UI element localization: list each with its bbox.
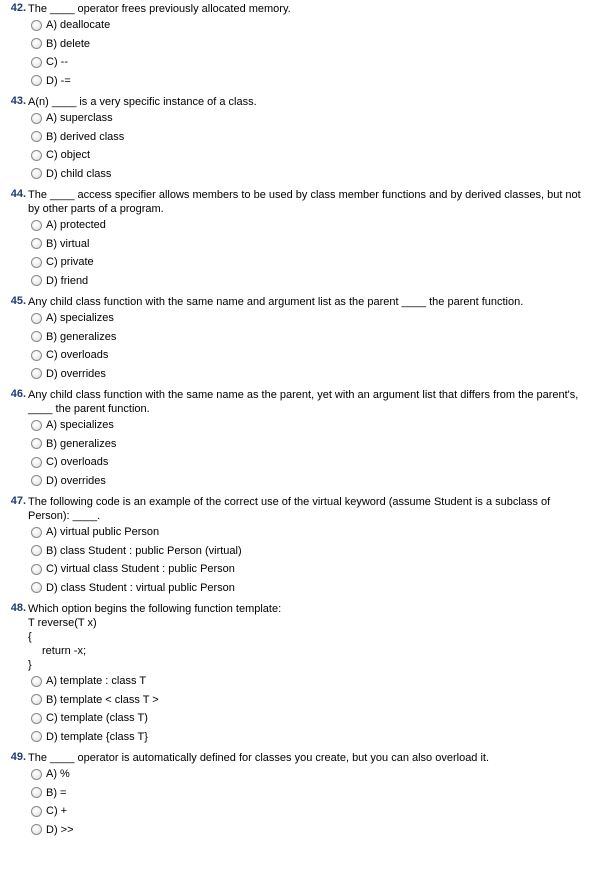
question-number: 44.: [10, 188, 26, 200]
answer-option[interactable]: [0, 216, 597, 235]
option-label: A) template : class T: [46, 675, 147, 688]
option-label: C) overloads: [46, 349, 109, 362]
answer-option[interactable]: [0, 235, 597, 254]
question-text: The following code is an example of the correct use of the virtual keyword (assume Student is a subclass of Person): ____.: [28, 496, 551, 522]
option-label: C) object: [46, 149, 91, 162]
question-text: Any child class function with the same name and argument list as the parent ____ the parent function.: [28, 296, 524, 308]
option-label: B) generalizes: [46, 330, 117, 343]
question-header: [0, 495, 597, 523]
radio-button-icon[interactable]: [31, 131, 42, 142]
option-label: A) specializes: [46, 312, 114, 325]
answer-option[interactable]: [0, 146, 597, 165]
question-45: [0, 295, 597, 388]
question-number: 45.: [10, 295, 26, 307]
radio-button-icon[interactable]: [31, 694, 42, 705]
radio-button-icon[interactable]: [31, 38, 42, 49]
radio-button-icon[interactable]: [31, 457, 42, 468]
option-label: C) overloads: [46, 456, 109, 469]
question-number: 49.: [10, 751, 26, 763]
radio-button-icon[interactable]: [31, 313, 42, 324]
question-number: 42.: [10, 2, 26, 14]
spacer: [0, 839, 597, 844]
question-number: 46.: [10, 388, 26, 400]
option-label: D) -=: [46, 74, 71, 87]
radio-button-icon[interactable]: [31, 238, 42, 249]
question-44: [0, 188, 597, 295]
option-label: B) generalizes: [46, 437, 117, 450]
radio-button-icon[interactable]: [31, 582, 42, 593]
option-label: D) >>: [46, 823, 74, 836]
radio-button-icon[interactable]: [31, 420, 42, 431]
answer-option[interactable]: [0, 709, 597, 728]
radio-button-icon[interactable]: [31, 113, 42, 124]
answer-option[interactable]: [0, 35, 597, 54]
option-label: D) overrides: [46, 367, 106, 380]
radio-button-icon[interactable]: [31, 275, 42, 286]
answer-option[interactable]: [0, 453, 597, 472]
option-label: B) derived class: [46, 130, 125, 143]
answer-option[interactable]: [0, 165, 597, 184]
radio-button-icon[interactable]: [31, 168, 42, 179]
radio-button-icon[interactable]: [31, 545, 42, 556]
radio-button-icon[interactable]: [31, 220, 42, 231]
radio-button-icon[interactable]: [31, 769, 42, 780]
option-label: B) =: [46, 786, 67, 799]
question-46: [0, 388, 597, 495]
question-49: [0, 751, 597, 844]
question-text: The ____ operator frees previously allocated memory.: [28, 3, 291, 15]
answer-option[interactable]: [0, 253, 597, 272]
option-label: C) virtual class Student : public Person: [46, 563, 235, 576]
option-label: B) delete: [46, 37, 91, 50]
answer-option[interactable]: [0, 579, 597, 598]
option-label: B) template < class T >: [46, 693, 159, 706]
option-label: C) --: [46, 56, 68, 69]
answer-option[interactable]: [0, 365, 597, 384]
radio-button-icon[interactable]: [31, 20, 42, 31]
answer-option[interactable]: [0, 435, 597, 454]
option-label: A) specializes: [46, 419, 114, 432]
question-number: 48.: [10, 602, 26, 614]
code-snippet: [28, 616, 597, 672]
option-label: A) superclass: [46, 112, 113, 125]
answer-option[interactable]: [0, 53, 597, 72]
answer-option[interactable]: [0, 691, 597, 710]
question-43: [0, 95, 597, 188]
option-label: D) child class: [46, 167, 112, 180]
question-text: Any child class function with the same name as the parent, yet with an argument list that differs from the parent's, ____ the parent function.: [28, 389, 579, 415]
answer-option[interactable]: [0, 560, 597, 579]
answer-option[interactable]: [0, 272, 597, 291]
answer-option[interactable]: [0, 821, 597, 840]
radio-button-icon[interactable]: [31, 713, 42, 724]
answer-option[interactable]: [0, 72, 597, 91]
answer-option[interactable]: [0, 784, 597, 803]
answer-option[interactable]: [0, 523, 597, 542]
radio-button-icon[interactable]: [31, 824, 42, 835]
answer-option[interactable]: [0, 16, 597, 35]
question-header: [0, 2, 597, 16]
option-label: D) overrides: [46, 474, 106, 487]
question-47: [0, 495, 597, 602]
question-42: [0, 2, 597, 95]
answer-option[interactable]: [0, 128, 597, 147]
answer-option[interactable]: [0, 765, 597, 784]
answer-option[interactable]: [0, 328, 597, 347]
question-header: [0, 188, 597, 216]
code-line: return -x;: [42, 645, 87, 657]
radio-button-icon[interactable]: [31, 676, 42, 687]
option-label: B) virtual: [46, 237, 90, 250]
radio-button-icon[interactable]: [31, 806, 42, 817]
radio-button-icon[interactable]: [31, 527, 42, 538]
option-label: A) deallocate: [46, 19, 111, 32]
option-label: A) virtual public Person: [46, 526, 160, 539]
answer-option[interactable]: [0, 472, 597, 491]
option-label: D) friend: [46, 274, 89, 287]
question-text: A(n) ____ is a very specific instance of a class.: [28, 96, 257, 108]
option-label: D) template {class T}: [46, 730, 148, 743]
radio-button-icon[interactable]: [31, 368, 42, 379]
answer-option[interactable]: [0, 802, 597, 821]
option-label: C) +: [46, 805, 68, 818]
code-line: }: [28, 659, 32, 671]
code-line: T reverse(T x): [28, 617, 97, 629]
option-label: C) private: [46, 256, 94, 269]
radio-button-icon[interactable]: [31, 350, 42, 361]
question-48: [0, 602, 597, 751]
radio-button-icon[interactable]: [31, 438, 42, 449]
code-line: {: [28, 631, 32, 643]
radio-button-icon[interactable]: [31, 475, 42, 486]
question-text: The ____ access specifier allows members to be used by class member functions and by derived classes, but not by other parts of a program.: [28, 189, 581, 215]
answer-option[interactable]: [0, 542, 597, 561]
answer-option[interactable]: [0, 728, 597, 747]
radio-button-icon[interactable]: [31, 331, 42, 342]
radio-button-icon[interactable]: [31, 564, 42, 575]
question-header: [0, 388, 597, 416]
answer-option[interactable]: [0, 416, 597, 435]
option-label: A) protected: [46, 219, 106, 232]
answer-option[interactable]: [0, 346, 597, 365]
radio-button-icon[interactable]: [31, 57, 42, 68]
question-number: 47.: [10, 495, 26, 507]
question-header: [0, 602, 597, 616]
answer-option[interactable]: [0, 309, 597, 328]
radio-button-icon[interactable]: [31, 787, 42, 798]
radio-button-icon[interactable]: [31, 731, 42, 742]
radio-button-icon[interactable]: [31, 150, 42, 161]
question-text: The ____ operator is automatically defined for classes you create, but you can also overload it.: [28, 752, 490, 764]
option-label: D) class Student : virtual public Person: [46, 581, 235, 594]
radio-button-icon[interactable]: [31, 257, 42, 268]
question-text: Which option begins the following function template:: [28, 603, 282, 615]
option-label: A) %: [46, 768, 70, 781]
answer-option[interactable]: [0, 109, 597, 128]
option-label: B) class Student : public Person (virtual): [46, 544, 242, 557]
question-header: [0, 751, 597, 765]
question-header: [0, 95, 597, 109]
option-label: C) template (class T): [46, 712, 148, 725]
question-header: [0, 295, 597, 309]
question-number: 43.: [10, 95, 26, 107]
answer-option[interactable]: [0, 672, 597, 691]
radio-button-icon[interactable]: [31, 75, 42, 86]
